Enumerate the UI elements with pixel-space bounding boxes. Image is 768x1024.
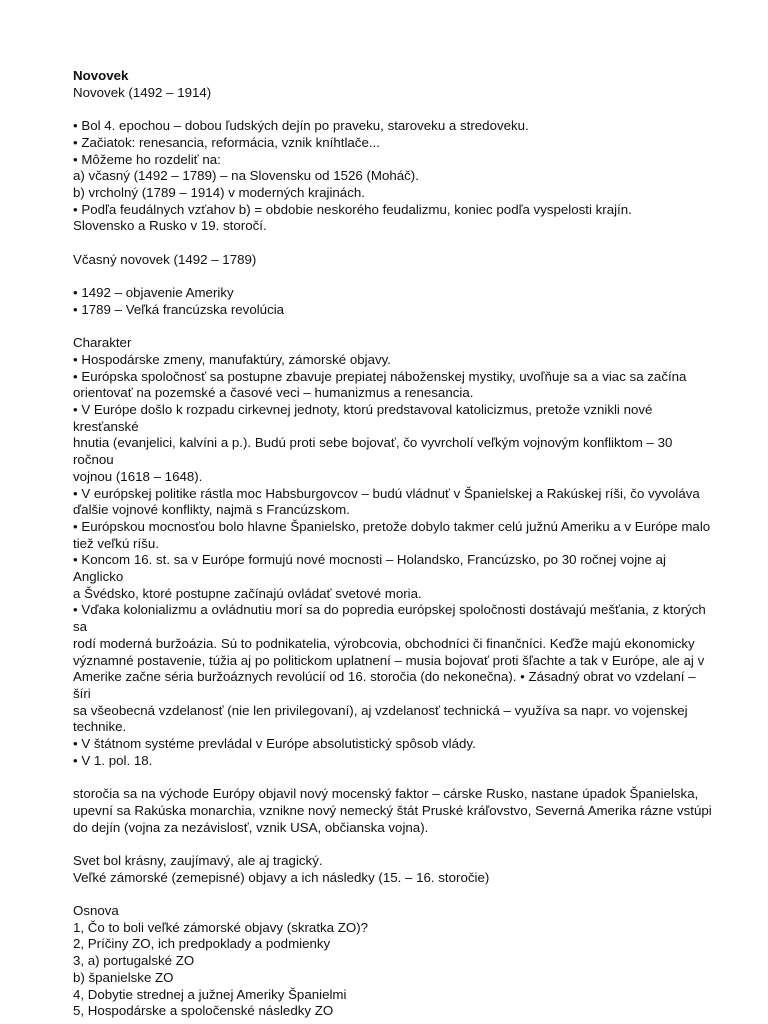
document-title: Novovek [73, 68, 129, 83]
character-heading: Charakter [73, 335, 132, 351]
century-section [73, 786, 713, 836]
outline-item: 4, Dobytie strednej a južnej Ameriky Španielmi [73, 986, 347, 1002]
character-line: vojnou (1618 – 1648). [73, 468, 203, 484]
character-line: • Európska spoločnosť sa postupne zbavuje prepiatej náboženskej mystiky, uvoľňuje sa a viac sa začína [73, 368, 687, 384]
spacer [73, 268, 713, 285]
character-line: • V Európe došlo k rozpadu cirkevnej jednoty, ktorú predstavoval katolicizmus, pretože vznikli nové kresťanské [73, 402, 657, 434]
spacer [73, 836, 713, 853]
spacer [73, 319, 713, 336]
early-point: • 1789 – Veľká francúzska revolúcia [73, 301, 285, 317]
character-line: orientovať na pozemské a časové veci – humanizmus a renesancia. [73, 385, 474, 401]
character-line: • Európskou mocnosťou bolo hlavne Španielsko, pretože dobylo takmer celú južnú Ameriku a v Európe malo [73, 518, 711, 534]
character-line: a Švédsko, ktoré postupne začínajú ovládať svetové moria. [73, 585, 422, 601]
outline-item: 3, a) portugalské ZO [73, 953, 195, 969]
document-page [73, 68, 713, 1020]
world-section [73, 853, 713, 886]
intro-line: • Začiatok: renesancia, reformácia, vznik kníhtlače... [73, 134, 380, 150]
spacer [73, 769, 713, 786]
character-line: • V 1. pol. 18. [73, 752, 153, 768]
spacer [73, 235, 713, 252]
character-line: • Vďaka kolonializmu a ovládnutiu morí sa do popredia európskej spoločnosti dostávajú mešťania, z ktorých sa [73, 602, 710, 635]
character-line: tiež veľkú ríšu. [73, 535, 159, 551]
century-line: do dejín (vojna za nezávislosť, vznik USA, občianska vojna). [73, 819, 429, 835]
outline-heading: Osnova [73, 903, 119, 919]
character-line: technike. [73, 719, 127, 735]
outline-item: 5, Hospodárske a spoločenské následky ZO [73, 1003, 334, 1019]
intro-line: a) včasný (1492 – 1789) – na Slovensku od 1526 (Moháč). [73, 168, 419, 184]
early-points [73, 285, 713, 318]
intro-line: b) vrcholný (1789 – 1914) v moderných krajinách. [73, 184, 365, 200]
outline-item: 2, Príčiny ZO, ich predpoklady a podmienky [73, 936, 331, 952]
character-line: • V štátnom systéme prevládal v Európe absolutistický spôsob vlády. [73, 736, 476, 752]
intro-line: • Môžeme ho rozdeliť na: [73, 151, 221, 167]
world-line: Svet bol krásny, zaujímavý, ale aj tragický. [73, 852, 323, 868]
intro-line: Slovensko a Rusko v 19. storočí. [73, 218, 267, 234]
century-line: storočia sa na východe Európy objavil nový mocenský faktor – cárske Rusko, nastane úpadok Španielska, [73, 786, 699, 802]
character-line: • Koncom 16. st. sa v Európe formujú nové mocnosti – Holandsko, Francúzsko, po 30 ročnej vojne aj Anglicko [73, 552, 669, 585]
outline-list [73, 920, 713, 1020]
intro-section [73, 118, 713, 235]
character-line: rodí moderná buržoázia. Sú to podnikatelia, výrobcovia, obchodníci či finančníci. Keďže majú ekonomicky [73, 635, 695, 651]
century-line: upevní sa Rakúska monarchia, vznikne nový nemecký štát Pruské kráľovstvo, Severná Amerika rázne vstúpi [73, 802, 712, 818]
character-line: • Hospodárske zmeny, manufaktúry, zámorské objavy. [73, 351, 391, 367]
document-subtitle: Novovek (1492 – 1914) [73, 84, 212, 100]
intro-line: • Bol 4. epochou – dobou ľudských dejín po praveku, staroveku a stredoveku. [73, 118, 529, 134]
early-heading: Včasný novovek (1492 – 1789) [73, 251, 257, 267]
character-section [73, 352, 713, 770]
character-line: sa všeobecná vzdelanosť (nie len privilegovaní), aj vzdelanosť technická – využíva sa napr. vo vojenskej [73, 702, 688, 718]
early-point: • 1492 – objavenie Ameriky [73, 285, 234, 301]
character-line: hnutia (evanjelici, kalvíni a p.). Budú proti sebe bojovať, čo vyvrcholí veľkým vojnovým konfliktom – 30 ročnou [73, 435, 677, 468]
outline-item: b) španielske ZO [73, 969, 174, 985]
character-line: významné postavenie, túžia aj po politickom uplatnení – musia bojovať proti šľachte a tak v Európe, ale aj v [73, 652, 705, 668]
spacer [73, 101, 713, 118]
intro-line: • Podľa feudálnych vzťahov b) = obdobie neskorého feudalizmu, koniec podľa vyspelosti krajín. [73, 201, 632, 217]
world-line: Veľké zámorské (zemepisné) objavy a ich následky (15. – 16. storočie) [73, 869, 490, 885]
outline-item: 1, Čo to boli veľké zámorské objavy (skratka ZO)? [73, 919, 369, 935]
spacer [73, 886, 713, 903]
character-line: • V európskej politike rástla moc Habsburgovcov – budú vládnuť v Španielskej a Rakúskej ríši, čo vyvoláva [73, 485, 700, 501]
character-line: Amerike začne séria buržoáznych revolúcií od 16. storočia (do nekonečna). • Zásadný obrat vo vzdelaní – šíri [73, 669, 700, 701]
character-line: ďalšie vojnové konflikty, najmä s Francúzskom. [73, 502, 350, 518]
